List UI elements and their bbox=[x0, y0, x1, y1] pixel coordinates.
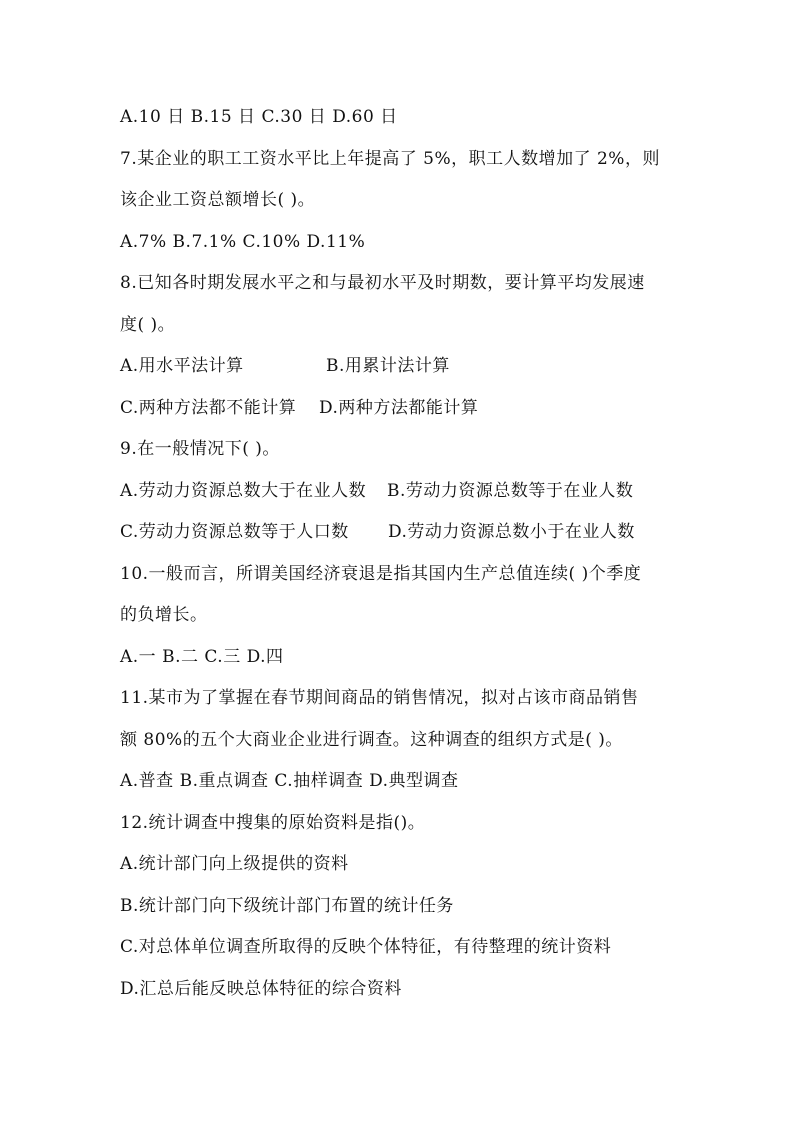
q8-options-row-1 bbox=[120, 354, 700, 378]
q7-options: A.7% B.7.1% C.10% D.11% bbox=[120, 232, 366, 252]
q9-option-c: C.劳动力资源总数等于人口数 bbox=[120, 522, 349, 542]
q8-stem-line-2: 度( )。 bbox=[120, 315, 176, 335]
q12-option-a: A.统计部门向上级提供的资料 bbox=[120, 854, 349, 874]
q8-options-row-2 bbox=[120, 396, 700, 420]
q7-stem-line-1: 7.某企业的职工工资水平比上年提高了 5%，职工人数增加了 2%，则 bbox=[120, 149, 660, 169]
q9-option-a: A.劳动力资源总数大于在业人数 bbox=[120, 481, 367, 501]
q9-stem: 9.在一般情况下( )。 bbox=[120, 439, 280, 459]
q10-options: A.一 B.二 C.三 D.四 bbox=[120, 647, 284, 667]
q7-stem-line-2: 该企业工资总额增长( )。 bbox=[120, 190, 316, 210]
q12-option-c: C.对总体单位调查所取得的反映个体特征，有待整理的统计资料 bbox=[120, 937, 612, 957]
q10-stem-line-1: 10.一般而言，所谓美国经济衰退是指其国内生产总值连续( )个季度 bbox=[120, 564, 642, 584]
q9-option-d: D.劳动力资源总数小于在业人数 bbox=[388, 522, 635, 542]
q6-options: A.10 日 B.15 日 C.30 日 D.60 日 bbox=[120, 107, 398, 127]
q11-options: A.普查 B.重点调查 C.抽样调查 D.典型调查 bbox=[120, 771, 459, 791]
q10-stem-line-2: 的负增长。 bbox=[120, 605, 208, 625]
q8-option-d: D.两种方法都能计算 bbox=[319, 398, 479, 418]
q8-option-c: C.两种方法都不能计算 bbox=[120, 398, 297, 418]
q12-option-b: B.统计部门向下级统计部门布置的统计任务 bbox=[120, 896, 454, 916]
q8-option-b: B.用累计法计算 bbox=[326, 356, 450, 376]
q12-stem: 12.统计调查中搜集的原始资料是指()。 bbox=[120, 813, 426, 833]
q9-options-row-1 bbox=[120, 479, 700, 503]
q11-stem-line-1: 11.某市为了掌握在春节期间商品的销售情况，拟对占该市商品销售 bbox=[120, 688, 639, 708]
q12-option-d: D.汇总后能反映总体特征的综合资料 bbox=[120, 979, 402, 999]
q8-option-a: A.用水平法计算 bbox=[120, 356, 244, 376]
q8-stem-line-1: 8.已知各时期发展水平之和与最初水平及时期数，要计算平均发展速 bbox=[120, 273, 645, 293]
q9-option-b: B.劳动力资源总数等于在业人数 bbox=[387, 481, 634, 501]
q11-stem-line-2: 额 80%的五个大商业企业进行调查。这种调查的组织方式是( )。 bbox=[120, 730, 623, 750]
q9-options-row-2 bbox=[120, 520, 700, 544]
